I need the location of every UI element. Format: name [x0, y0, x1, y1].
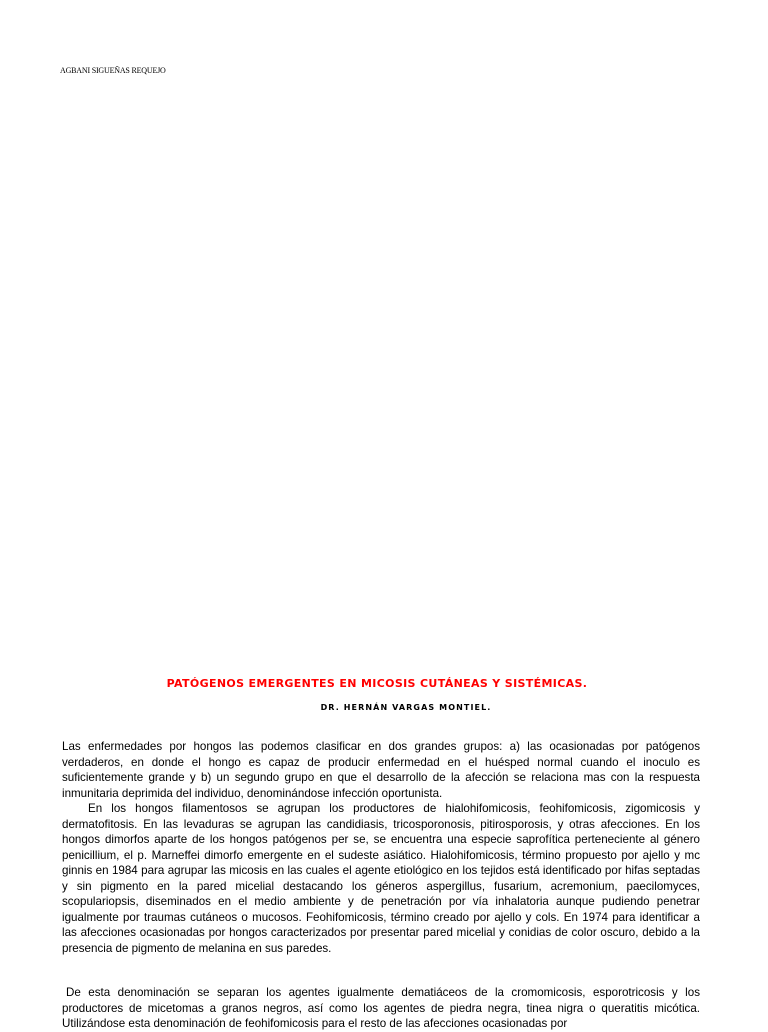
running-header-author: AGBANI SIGUEÑAS REQUEJO [60, 66, 166, 75]
body-paragraph-3: De esta denominación se separan los agentes igualmente dematiáceos de la cromomicosis, esporotricosis y los productores de micetomas a granos negros, así como los agentes de piedra negra, tinea nigra o queratitis micótica. Utilizándose esta denominación de feohifomicosis para el resto de las afecciones ocasionadas por [62, 986, 700, 1030]
body-paragraph-1: Las enfermedades por hongos las podemos clasificar en dos grandes grupos: a) las ocasionadas por patógenos verdaderos, en donde el hongo es capaz de producir enfermedad en el huésped normal cuando el inoculo es suficientemente grande y b) un segundo grupo en que el desarrollo de la afección se relaciona mas con la respuesta inmunitaria deprimida del individuo, denominándose infección oportunista. [62, 740, 700, 800]
body-paragraph-2: En los hongos filamentosos se agrupan los productores de hialohifomicosis, feohifomicosis, zigomicosis y dermatofitosis. En las levaduras se agrupan las candidiasis, tricosporonosis, pitirosporosis, y otras afecciones. En los hongos dimorfos aparte de los hongos patógenos per se, se encuentra una especie saprofítica perteneciente al género penicillium, el p. Marneffei dimorfo emergente en el sudeste asiático. Hialohifomicosis, término propuesto por ajello y mc ginnis en 1984 para agrupar las micosis en las cuales el agente etiológico en los tejidos está identificado por hifas septadas y sin pigmento en la pared micelial destacando los géneros aspergillus, fusarium, acremonium, paecilomyces, scopulariopsis, diseminados en el medio ambiente y de penetración por vía inhalatoria aunque pudiendo penetrar igualmente por traumas cutáneos o mucosos. Feohifomicosis, término creado por ajello y cols. En 1974 para identificar a las afecciones ocasionadas por hongos caracterizados por presentar pared micelial y conidias de color oscuro, debido a la presencia de pigmento de melanina en sus paredes. [62, 802, 700, 955]
document-title: PATÓGENOS EMERGENTES EN MICOSIS CUTÁNEAS Y SISTÉMICAS. [166, 677, 588, 690]
document-author: DR. HERNÁN VARGAS MONTIEL. [320, 703, 492, 712]
